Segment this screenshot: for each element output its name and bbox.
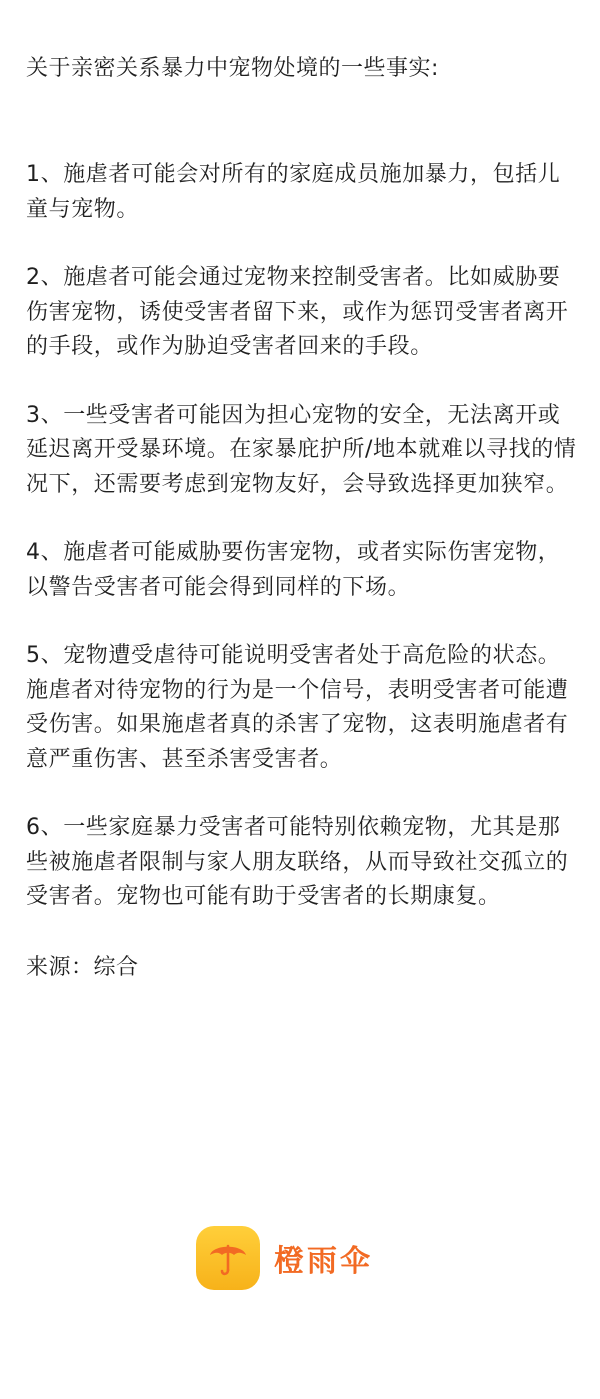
intro-text: 关于亲密关系暴力中宠物处境的一些事实: — [26, 56, 439, 81]
logo-badge — [196, 1226, 260, 1290]
logo-text: 橙雨伞 — [274, 1244, 373, 1279]
fact-item-3: 3、一些受害者可能因为担心宠物的安全，无法离开或延迟离开受暴环境。在家暴庇护所/地本就难以寻找的情况下，还需要考虑到宠物友好，会导致选择更加狭窄。 — [26, 402, 577, 497]
fact-item-6: 6、一些家庭暴力受害者可能特别依赖宠物，尤其是那些被施虐者限制与家人朋友联络，从而导致社交孤立的受害者。宠物也可能有助于受害者的长期康复。 — [26, 815, 569, 909]
brand-logo — [196, 1226, 373, 1290]
source-note: 来源：综合 — [26, 954, 139, 980]
fact-item-1: 1、施虐者可能会对所有的家庭成员施加暴力，包括儿童与宠物。 — [26, 162, 561, 222]
fact-item-2: 2、施虐者可能会通过宠物来控制受害者。比如威胁要伤害宠物，诱使受害者留下来，或作为惩罚受害者离开的手段，或作为胁迫受害者回来的手段。 — [26, 265, 569, 359]
fact-item-5: 5、宠物遭受虐待可能说明受害者处于高危险的状态。施虐者对待宠物的行为是一个信号，表明受害者可能遭受伤害。如果施虐者真的杀害了宠物，这表明施虐者有意严重伤害、甚至杀害受害者。 — [26, 643, 569, 772]
article-body — [26, 52, 582, 985]
fact-item-4: 4、施虐者可能威胁要伤害宠物，或者实际伤害宠物，以警告受害者可能会得到同样的下场。 — [26, 540, 561, 600]
umbrella-icon — [204, 1234, 252, 1282]
